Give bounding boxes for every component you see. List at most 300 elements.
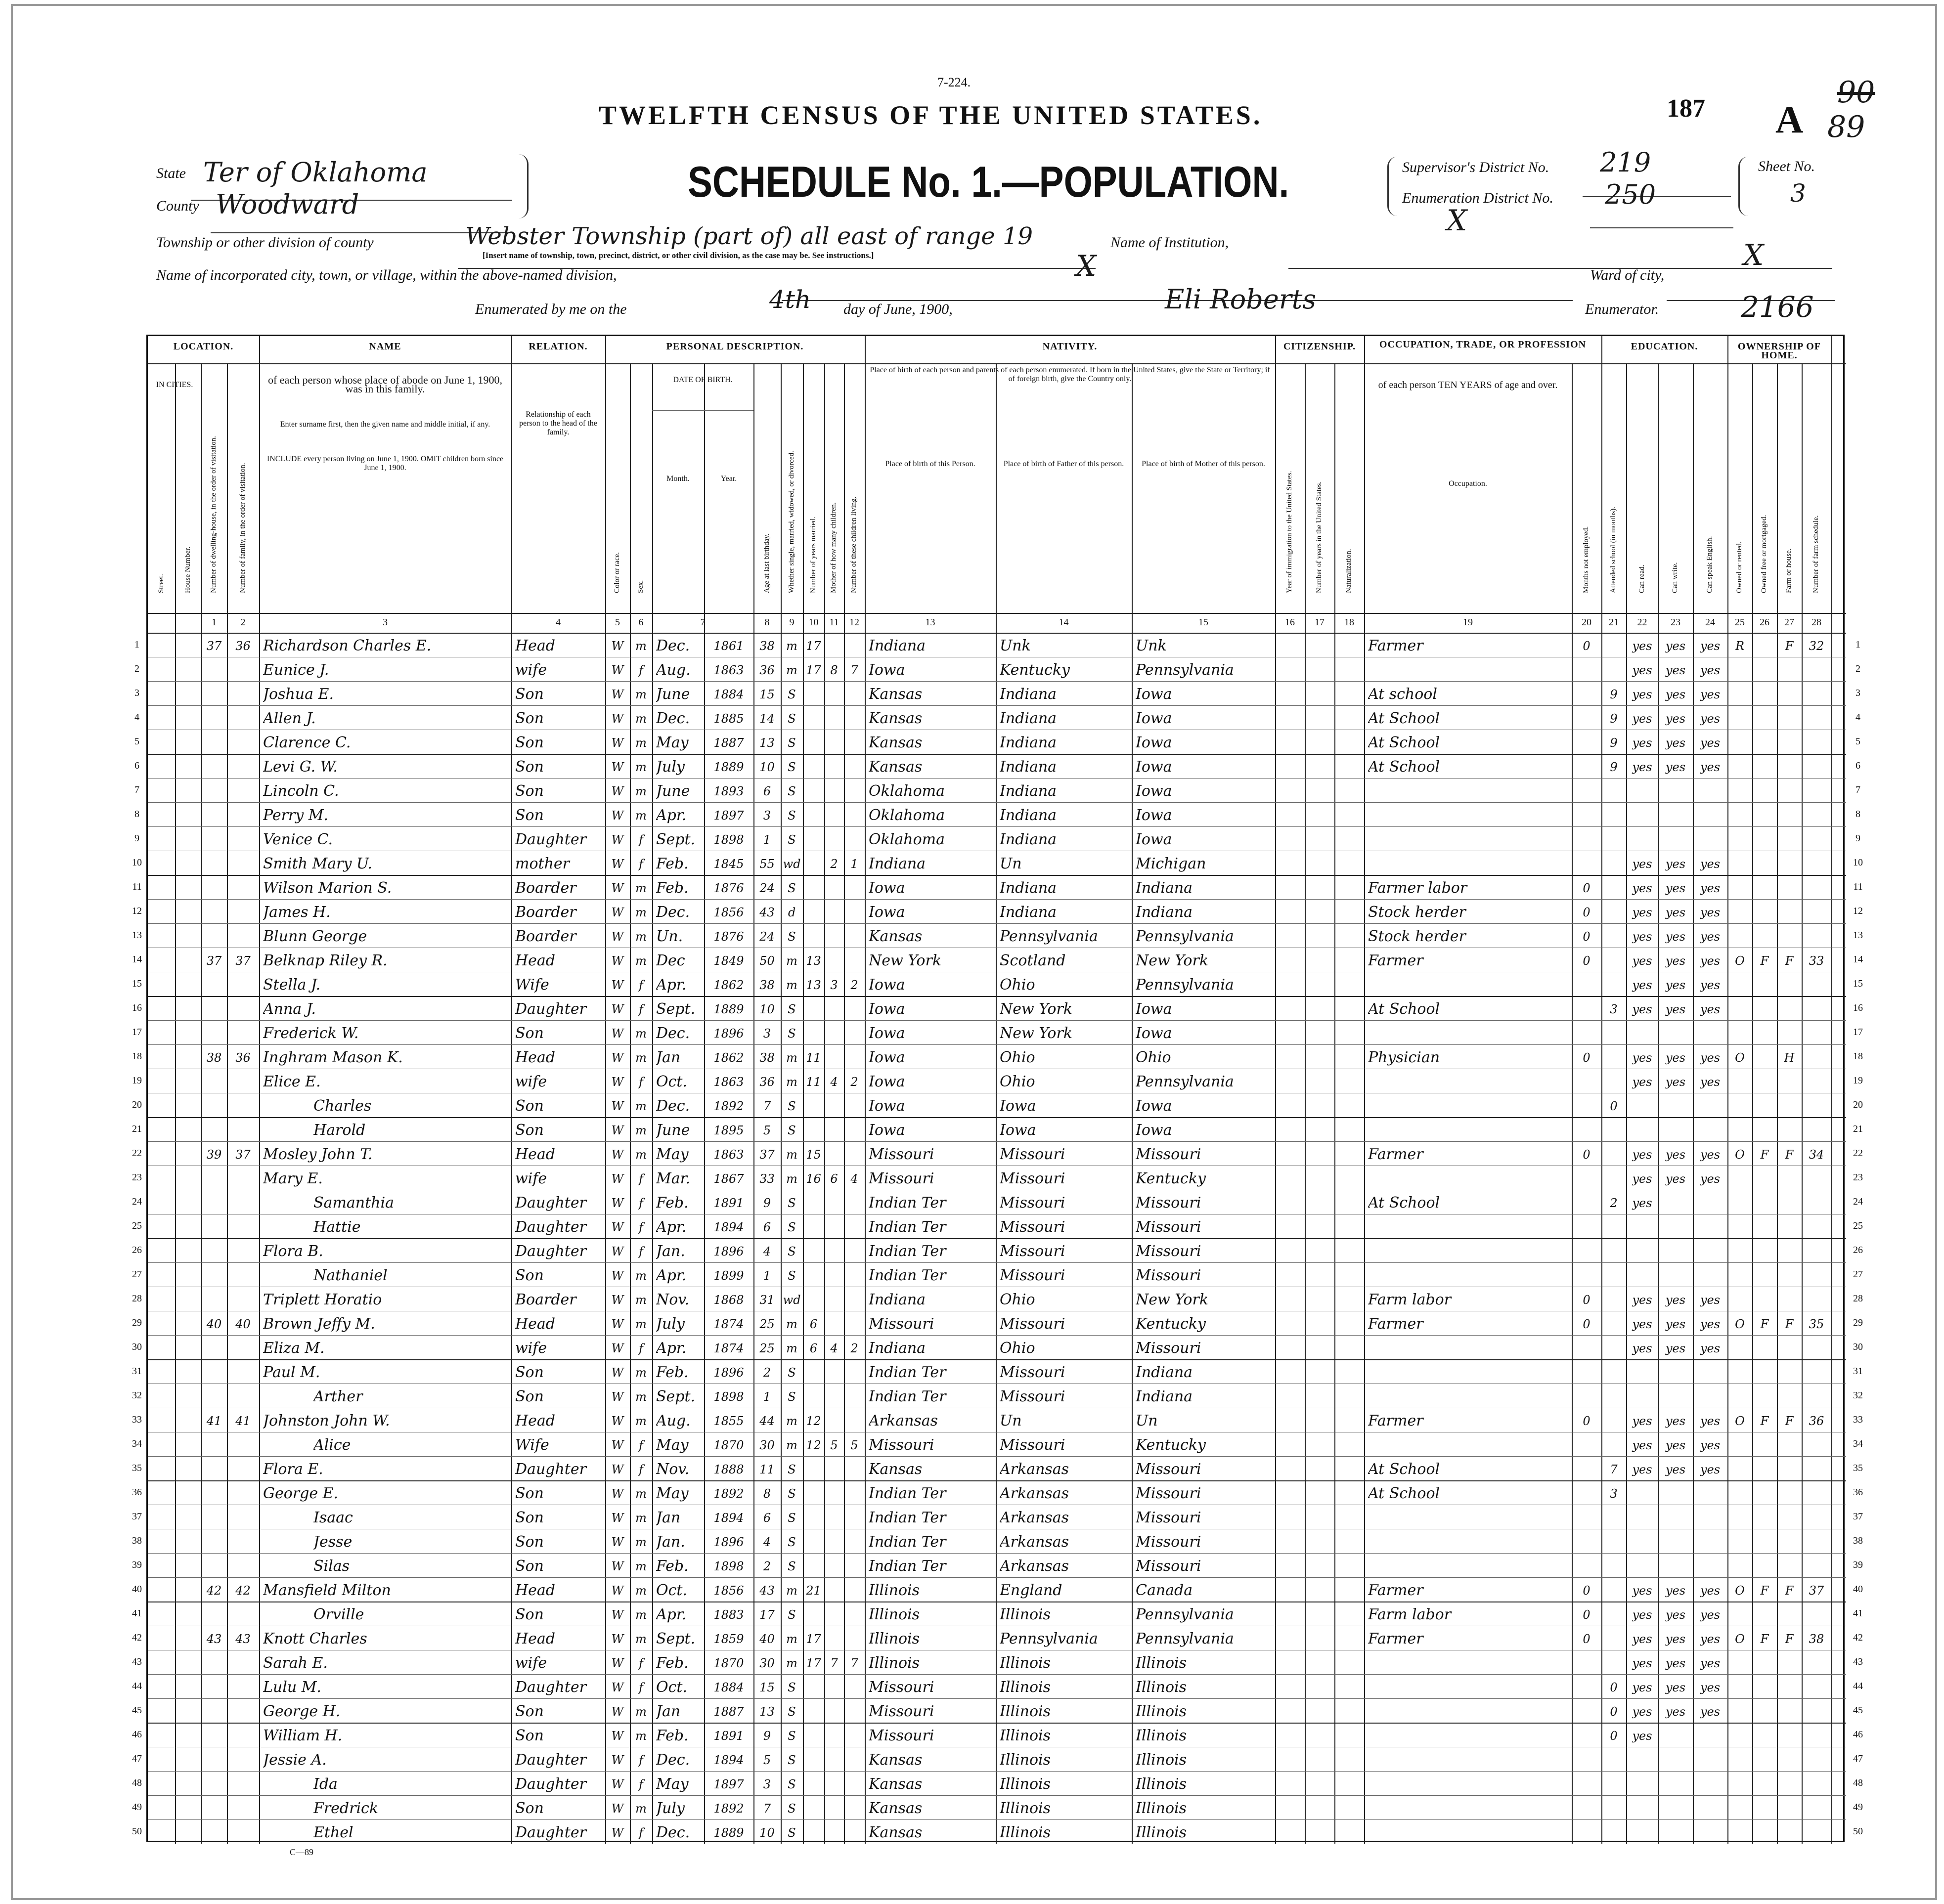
personal-group-heading: PERSONAL DESCRIPTION. (666, 341, 804, 352)
can-speak-english: yes (1700, 1148, 1721, 1162)
color: W (611, 1245, 624, 1258)
sex: f (639, 1463, 643, 1476)
person-name: Elice E. (263, 1073, 321, 1090)
color: W (611, 663, 624, 677)
can-read: yes (1632, 881, 1652, 895)
birthplace-mother: Illinois (1136, 1654, 1187, 1672)
line-number: 20 (132, 1099, 142, 1110)
birth-year: 1861 (713, 639, 744, 653)
line-number: 39 (132, 1559, 142, 1570)
owned-rented: O (1735, 1414, 1745, 1428)
birth-year: 1891 (713, 1729, 744, 1743)
can-speak-english: yes (1700, 1317, 1721, 1331)
marital-status: m (786, 1172, 797, 1186)
relation: Son (515, 1025, 544, 1042)
birth-month: Dec. (656, 710, 690, 727)
sex: m (635, 1269, 647, 1283)
marital-status: S (788, 1511, 796, 1525)
line-number: 8 (1856, 808, 1860, 820)
age: 44 (759, 1414, 775, 1428)
birth-year: 1874 (713, 1317, 744, 1331)
line-number: 15 (132, 978, 142, 989)
birthplace-person: Indian Ter (869, 1485, 946, 1502)
person-name: Inghram Mason K. (263, 1049, 403, 1066)
birthplace-person: Kansas (869, 1824, 923, 1841)
sex: f (639, 1341, 643, 1355)
birthplace-person: Indian Ter (869, 1267, 946, 1284)
color: W (611, 784, 624, 798)
age: 24 (759, 930, 775, 944)
birth-month: Mar. (656, 1170, 691, 1187)
enumeration-line (1590, 208, 1733, 228)
sex: f (639, 1075, 643, 1089)
marital-status: S (788, 1124, 796, 1137)
birthplace-person: Iowa (869, 1122, 905, 1139)
enumerated-label: Enumerated by me on the (475, 301, 627, 317)
marital-status: S (788, 712, 796, 726)
color: W (611, 1535, 624, 1549)
person-name: Anna J. (263, 1000, 316, 1018)
color: W (611, 1196, 624, 1210)
birthplace-mother: Kentucky (1136, 1315, 1206, 1333)
dwelling-number: 37 (206, 954, 222, 968)
birthplace-father: Ohio (1000, 976, 1035, 994)
family-number: 36 (235, 1051, 251, 1065)
birth-month: May (656, 1146, 689, 1163)
color: W (611, 881, 624, 895)
color: W (611, 1172, 624, 1186)
birth-year: 1883 (713, 1608, 744, 1622)
relation: Son (515, 1533, 544, 1551)
sex: f (639, 1196, 643, 1210)
person-name: Stella J. (263, 976, 321, 994)
relation: Boarder (515, 904, 576, 921)
birthplace-father: Indiana (1000, 686, 1057, 703)
birthplace-person: Indian Ter (869, 1218, 946, 1236)
age: 4 (763, 1535, 771, 1549)
birthplace-person: Kansas (869, 1751, 923, 1769)
sex: m (635, 1705, 647, 1719)
occupation: At school (1368, 686, 1437, 703)
birthplace-person: Kansas (869, 686, 923, 703)
school-months: 2 (1610, 1196, 1618, 1210)
birthplace-person: Oklahoma (869, 807, 945, 824)
marital-status: S (788, 833, 796, 847)
birthplace-mother: New York (1136, 952, 1208, 969)
person-name: Charles (313, 1097, 372, 1115)
occupation: At School (1368, 1485, 1440, 1502)
column-label-years-us: Number of years in the United States. (1315, 481, 1323, 593)
enumerated-day: 4th (769, 285, 811, 314)
color: W (611, 1124, 624, 1137)
sex: m (635, 1124, 647, 1137)
birth-month: May (656, 1775, 689, 1793)
color: W (611, 1608, 624, 1622)
months-unemployed: 0 (1583, 954, 1591, 968)
years-married: 15 (806, 1148, 821, 1162)
birthplace-mother: Pennsylvania (1136, 661, 1234, 679)
can-speak-english: yes (1700, 760, 1721, 774)
person-name: Eliza M. (263, 1340, 325, 1357)
line-number: 34 (1853, 1438, 1863, 1449)
age: 11 (759, 1463, 775, 1476)
line-number: 1 (134, 639, 139, 650)
color: W (611, 954, 624, 968)
line-number: 49 (132, 1801, 142, 1813)
person-name: Silas (313, 1558, 350, 1575)
line-number: 31 (132, 1365, 142, 1377)
line-number: 33 (132, 1414, 142, 1425)
children-living: 1 (850, 857, 858, 871)
can-write: yes (1665, 1584, 1686, 1598)
can-read: yes (1632, 639, 1652, 653)
line-number: 21 (1853, 1123, 1863, 1134)
owned-rented: R (1735, 639, 1745, 653)
birth-month: Dec. (656, 1751, 690, 1769)
line-number: 19 (132, 1075, 142, 1086)
sex: m (635, 1729, 647, 1743)
birthplace-father: Indiana (1000, 879, 1057, 897)
marital-status: S (788, 688, 796, 701)
birthplace-mother: Indiana (1136, 879, 1193, 897)
can-read: yes (1632, 688, 1652, 701)
relation: Son (515, 686, 544, 703)
age: 3 (763, 1777, 771, 1791)
can-read: yes (1632, 1414, 1652, 1428)
relation: mother (515, 855, 570, 872)
line-number: 23 (132, 1171, 142, 1183)
birthplace-person: New York (869, 952, 941, 969)
table-row (148, 1262, 1846, 1287)
table-row (148, 705, 1846, 730)
birthplace-father: Missouri (1000, 1436, 1065, 1454)
birthplace-mother: Illinois (1136, 1824, 1187, 1841)
birthplace-mother: Missouri (1136, 1340, 1201, 1357)
birthplace-father: Kentucky (1000, 661, 1070, 679)
birthplace-person: Illinois (869, 1654, 920, 1672)
color: W (611, 1753, 624, 1767)
age: 43 (759, 1584, 775, 1598)
line-number: 32 (1853, 1389, 1863, 1401)
color: W (611, 1317, 624, 1331)
color: W (611, 1656, 624, 1670)
years-married: 17 (806, 1656, 821, 1670)
occupation: Farmer (1368, 1582, 1423, 1599)
person-name: Mary E. (263, 1170, 323, 1187)
age: 13 (759, 1705, 775, 1719)
can-read: yes (1632, 1172, 1652, 1186)
birthplace-person: Illinois (869, 1630, 920, 1647)
person-name: Lincoln C. (263, 782, 339, 800)
sex: f (639, 1438, 643, 1452)
birth-year: 1891 (713, 1196, 744, 1210)
birthplace-person: Indiana (869, 1291, 926, 1308)
birth-year: 1863 (713, 663, 744, 677)
months-unemployed: 0 (1583, 930, 1591, 944)
sex: m (635, 1051, 647, 1065)
birthplace-father: Arkansas (1000, 1461, 1069, 1478)
birth-month: Aug. (656, 1412, 691, 1429)
marital-status: S (788, 1705, 796, 1719)
can-read: yes (1632, 1293, 1652, 1307)
line-number: 38 (1853, 1535, 1863, 1546)
color: W (611, 1293, 624, 1307)
line-number: 41 (1853, 1607, 1863, 1619)
birth-year: 1887 (713, 1705, 744, 1719)
name-group-heading: NAME (369, 341, 401, 352)
color: W (611, 1027, 624, 1040)
birthplace-father: Illinois (1000, 1727, 1051, 1744)
birth-month: May (656, 1485, 689, 1502)
birth-month: Jan (656, 1049, 681, 1066)
marital-status: S (788, 1196, 796, 1210)
relation: Daughter (515, 1218, 586, 1236)
years-married: 6 (809, 1317, 818, 1331)
age: 10 (759, 1002, 775, 1016)
marital-status: S (788, 1559, 796, 1573)
birthplace-person: Kansas (869, 1461, 923, 1478)
birthplace-person: Kansas (869, 1775, 923, 1793)
birthplace-person: Indiana (869, 637, 926, 654)
months-unemployed: 0 (1583, 1584, 1591, 1598)
marital-status: S (788, 1777, 796, 1791)
relation: Son (515, 1703, 544, 1720)
can-speak-english: yes (1700, 954, 1721, 968)
birth-person-heading: Place of birth of this Person. (885, 460, 975, 468)
farm-house: F (1785, 1584, 1794, 1598)
table-row (148, 1698, 1846, 1723)
line-number: 12 (132, 905, 142, 916)
birthplace-person: Indiana (869, 855, 926, 872)
children-living: 5 (850, 1438, 858, 1452)
relation: Son (515, 1558, 544, 1575)
relation: Boarder (515, 879, 576, 897)
column-label-sex: Sex. (636, 580, 645, 593)
mother-of-children: 4 (830, 1075, 838, 1089)
color: W (611, 1341, 624, 1355)
table-row (148, 1723, 1846, 1747)
relation: Boarder (515, 928, 576, 945)
birthplace-mother: Pennsylvania (1136, 1630, 1234, 1647)
school-months: 9 (1610, 712, 1618, 726)
nativity-group-heading: NATIVITY. (1042, 341, 1098, 352)
column-label-dwelling: Number of dwelling-house, in the order of visitation. (210, 436, 218, 593)
birthplace-person: Kansas (869, 710, 923, 727)
dwelling-number: 43 (206, 1632, 222, 1646)
citizenship-group-heading: CITIZENSHIP. (1283, 341, 1356, 352)
age: 40 (759, 1632, 775, 1646)
birthplace-father: England (1000, 1582, 1062, 1599)
birthplace-person: Iowa (869, 661, 905, 679)
mother-of-children: 8 (830, 663, 838, 677)
birth-month: Dec. (656, 1025, 690, 1042)
district-brace (1387, 157, 1399, 216)
relation: Head (515, 1049, 556, 1066)
children-living: 2 (850, 978, 858, 992)
column-label-house: House Number. (183, 546, 192, 593)
color: W (611, 1705, 624, 1719)
birthplace-mother: Missouri (1136, 1194, 1201, 1212)
can-write: yes (1665, 978, 1686, 992)
marital-status: d (788, 906, 796, 919)
birth-year: 1867 (713, 1172, 744, 1186)
person-name: George H. (263, 1703, 341, 1720)
can-write: yes (1665, 954, 1686, 968)
mother-of-children: 6 (830, 1172, 838, 1186)
column-number: 10 (808, 617, 819, 628)
can-write: yes (1665, 1172, 1686, 1186)
location-group-heading: LOCATION. (173, 341, 234, 352)
schedule-title: SCHEDULE No. 1.—POPULATION. (688, 157, 1289, 206)
table-row (148, 1287, 1846, 1311)
farm-house: F (1785, 1317, 1794, 1331)
line-number: 26 (132, 1244, 142, 1255)
birthplace-person: Indian Ter (869, 1194, 946, 1212)
birthplace-father: Arkansas (1000, 1558, 1069, 1575)
birthplace-father: Indiana (1000, 734, 1057, 751)
birth-month: Apr. (656, 807, 687, 824)
enumeration-district-value: 250 (1605, 179, 1656, 210)
age: 38 (759, 978, 775, 992)
line-number: 2 (134, 663, 139, 674)
can-read: yes (1632, 1317, 1652, 1331)
birthplace-father: Indiana (1000, 831, 1057, 848)
line-number: 3 (1856, 687, 1860, 698)
marital-status: S (788, 1463, 796, 1476)
occupation-group-heading: OCCUPATION, TRADE, OR PROFESSION (1379, 339, 1587, 350)
school-months: 0 (1610, 1099, 1618, 1113)
months-unemployed: 0 (1583, 1608, 1591, 1622)
birth-month: Sept. (656, 1388, 696, 1405)
birth-month: Apr. (656, 1218, 687, 1236)
education-group-heading: EDUCATION. (1631, 341, 1698, 352)
birth-year: 1896 (713, 1535, 744, 1549)
birthplace-mother: Iowa (1136, 1122, 1172, 1139)
page-number: 187 (1667, 94, 1705, 123)
birth-month: Dec. (656, 637, 690, 654)
relation: Daughter (515, 1194, 586, 1212)
line-number: 25 (1853, 1220, 1863, 1231)
age: 24 (759, 881, 775, 895)
line-number: 8 (134, 808, 139, 820)
table-row (148, 802, 1846, 826)
column-number: 23 (1671, 617, 1680, 628)
marital-status: m (786, 954, 797, 968)
birth-year: 1845 (713, 857, 744, 871)
birthplace-person: Missouri (869, 1436, 934, 1454)
can-write: yes (1665, 688, 1686, 701)
person-name: Hattie (313, 1218, 361, 1236)
relation: Head (515, 952, 556, 969)
township-note: [Insert name of township, town, precinct, district, or other civil division, as the case may be. See instructions.] (483, 251, 874, 260)
owned-rented: O (1735, 1317, 1745, 1331)
can-speak-english: yes (1700, 1656, 1721, 1670)
column-number: 15 (1198, 617, 1208, 628)
column-number: 8 (764, 617, 770, 628)
birthplace-mother: Illinois (1136, 1703, 1187, 1720)
age: 36 (759, 663, 775, 677)
line-number: 27 (1853, 1268, 1863, 1280)
person-name: Lulu M. (263, 1679, 321, 1696)
can-write: yes (1665, 906, 1686, 919)
can-write: yes (1665, 930, 1686, 944)
column-number: 25 (1735, 617, 1745, 628)
line-number: 5 (1856, 736, 1860, 747)
birthplace-father: Missouri (1000, 1388, 1065, 1405)
birth-year: 1898 (713, 833, 744, 847)
person-name: James H. (263, 904, 331, 921)
age: 10 (759, 1826, 775, 1840)
can-write: yes (1665, 712, 1686, 726)
birth-month: Jan (656, 1509, 681, 1526)
enumerator-label: Enumerator. (1585, 301, 1659, 317)
table-row (148, 754, 1846, 778)
age: 6 (763, 1220, 771, 1234)
person-name: Perry M. (263, 807, 329, 824)
birthplace-mother: Iowa (1136, 1025, 1172, 1042)
owned-free: F (1760, 1148, 1769, 1162)
birth-month: July (656, 758, 685, 776)
age: 50 (759, 954, 775, 968)
family-number: 43 (235, 1632, 251, 1646)
birthplace-father: Indiana (1000, 758, 1057, 776)
owned-free: F (1760, 1317, 1769, 1331)
can-read: yes (1632, 712, 1652, 726)
birthplace-mother: Iowa (1136, 710, 1172, 727)
owned-free: F (1760, 954, 1769, 968)
months-unemployed: 0 (1583, 1148, 1591, 1162)
line-number: 13 (1853, 929, 1863, 941)
marital-status: S (788, 760, 796, 774)
line-number: 4 (134, 711, 139, 723)
birthplace-father: Ohio (1000, 1291, 1035, 1308)
birthplace-person: Missouri (869, 1679, 934, 1696)
birthplace-person: Indian Ter (869, 1533, 946, 1551)
age: 38 (759, 1051, 775, 1065)
column-number: 2 (240, 617, 246, 628)
relation: Head (515, 1412, 556, 1429)
dwelling-number: 42 (206, 1584, 222, 1598)
column-number: 4 (556, 617, 561, 628)
can-speak-english: yes (1700, 930, 1721, 944)
can-write: yes (1665, 663, 1686, 677)
sex: m (635, 809, 647, 822)
color: W (611, 1148, 624, 1162)
table-row (148, 875, 1846, 899)
person-name: Triplett Horatio (263, 1291, 382, 1308)
line-number: 50 (1853, 1825, 1863, 1837)
farm-house: H (1784, 1051, 1795, 1065)
relation: wife (515, 661, 547, 679)
column-number: 19 (1463, 617, 1473, 628)
marital-status: S (788, 809, 796, 822)
birthplace-mother: Missouri (1136, 1509, 1201, 1526)
can-read: yes (1632, 1002, 1652, 1016)
can-speak-english: yes (1700, 1632, 1721, 1646)
column-label-age: Age at last birthday. (762, 533, 771, 593)
relation: Son (515, 1509, 544, 1526)
person-name: Venice C. (263, 831, 333, 848)
column-label-family: Number of family, in the order of visitation. (238, 463, 247, 593)
school-months: 0 (1610, 1681, 1618, 1694)
school-months: 0 (1610, 1705, 1618, 1719)
birthplace-person: Illinois (869, 1606, 920, 1623)
line-number: 31 (1853, 1365, 1863, 1377)
can-speak-english: yes (1700, 881, 1721, 895)
farm-schedule-number: 38 (1809, 1632, 1824, 1646)
can-write: yes (1665, 1341, 1686, 1355)
page-hand-number: 89 (1827, 110, 1865, 144)
